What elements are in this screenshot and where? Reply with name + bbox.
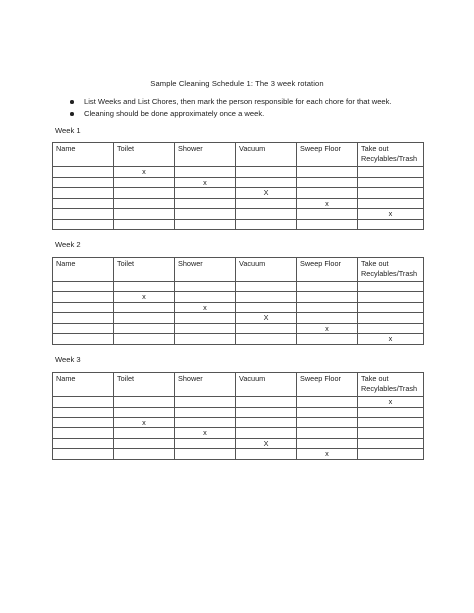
schedule-table bbox=[52, 372, 424, 460]
instruction-item bbox=[68, 108, 392, 120]
chore-cell[interactable] bbox=[175, 198, 236, 209]
chore-cell[interactable] bbox=[175, 334, 236, 345]
chore-cell[interactable] bbox=[358, 417, 424, 428]
chore-cell[interactable]: x bbox=[175, 428, 236, 439]
chore-cell[interactable] bbox=[358, 282, 424, 292]
instruction-text: Cleaning should be done approximately once a week. bbox=[84, 109, 265, 118]
column-header: Shower bbox=[175, 143, 236, 167]
chore-cell[interactable] bbox=[236, 397, 297, 408]
name-cell[interactable] bbox=[53, 449, 114, 460]
chore-cell[interactable] bbox=[236, 302, 297, 313]
chore-cell[interactable] bbox=[358, 449, 424, 460]
instruction-item bbox=[68, 96, 392, 108]
name-cell[interactable] bbox=[53, 177, 114, 188]
column-header: Toilet bbox=[114, 258, 175, 282]
chore-cell[interactable] bbox=[358, 188, 424, 199]
table-row bbox=[53, 282, 424, 292]
chore-cell[interactable] bbox=[114, 449, 175, 460]
chore-cell[interactable] bbox=[114, 177, 175, 188]
bullet-icon bbox=[70, 100, 74, 104]
chore-cell[interactable] bbox=[236, 292, 297, 303]
chore-cell[interactable] bbox=[236, 417, 297, 428]
week-label: Week 3 bbox=[55, 355, 81, 364]
table-row bbox=[53, 209, 424, 220]
schedule-table bbox=[52, 142, 424, 230]
chore-cell[interactable]: x bbox=[297, 323, 358, 334]
chore-cell[interactable] bbox=[297, 407, 358, 417]
chore-cell[interactable] bbox=[114, 323, 175, 334]
column-header: Take out Recylables/Trash bbox=[358, 258, 424, 282]
chore-cell[interactable] bbox=[236, 407, 297, 417]
chore-cell[interactable] bbox=[297, 209, 358, 220]
table-row bbox=[53, 417, 424, 428]
instruction-text: List Weeks and List Chores, then mark the person responsible for each chore for that week. bbox=[84, 97, 392, 106]
chore-cell[interactable] bbox=[297, 302, 358, 313]
table-row bbox=[53, 198, 424, 209]
chore-cell[interactable] bbox=[114, 407, 175, 417]
chore-cell[interactable] bbox=[114, 188, 175, 199]
schedule-table bbox=[52, 257, 424, 345]
name-cell[interactable] bbox=[53, 198, 114, 209]
chore-cell[interactable] bbox=[297, 397, 358, 408]
chore-cell[interactable] bbox=[175, 313, 236, 324]
bullet-icon bbox=[70, 112, 74, 116]
chore-cell[interactable]: x bbox=[175, 177, 236, 188]
chore-cell[interactable] bbox=[358, 292, 424, 303]
chore-cell[interactable]: x bbox=[297, 198, 358, 209]
chore-cell[interactable] bbox=[114, 334, 175, 345]
name-cell[interactable] bbox=[53, 428, 114, 439]
chore-cell[interactable] bbox=[358, 302, 424, 313]
chore-cell[interactable] bbox=[175, 417, 236, 428]
chore-cell[interactable] bbox=[358, 177, 424, 188]
week-label: Week 1 bbox=[55, 126, 81, 135]
chore-cell[interactable]: x bbox=[358, 209, 424, 220]
name-cell[interactable] bbox=[53, 397, 114, 408]
chore-cell[interactable] bbox=[358, 219, 424, 229]
name-cell[interactable] bbox=[53, 417, 114, 428]
chore-cell[interactable] bbox=[236, 334, 297, 345]
chore-cell[interactable] bbox=[236, 219, 297, 229]
chore-cell[interactable] bbox=[114, 282, 175, 292]
name-cell[interactable] bbox=[53, 209, 114, 220]
column-header: Name bbox=[53, 373, 114, 397]
name-cell[interactable] bbox=[53, 292, 114, 303]
chore-cell[interactable] bbox=[297, 438, 358, 449]
name-cell[interactable] bbox=[53, 313, 114, 324]
chore-cell[interactable]: x bbox=[297, 449, 358, 460]
table-row bbox=[53, 438, 424, 449]
chore-cell[interactable]: X bbox=[236, 438, 297, 449]
name-cell[interactable] bbox=[53, 167, 114, 178]
chore-cell[interactable] bbox=[114, 198, 175, 209]
column-header: Toilet bbox=[114, 373, 175, 397]
chore-cell[interactable] bbox=[175, 219, 236, 229]
name-cell[interactable] bbox=[53, 302, 114, 313]
chore-cell[interactable] bbox=[297, 417, 358, 428]
chore-cell[interactable] bbox=[236, 323, 297, 334]
column-header: Vacuum bbox=[236, 373, 297, 397]
table-row bbox=[53, 313, 424, 324]
column-header: Sweep Floor bbox=[297, 373, 358, 397]
table-header-row bbox=[53, 143, 424, 167]
table-row bbox=[53, 428, 424, 439]
chore-cell[interactable]: x bbox=[114, 167, 175, 178]
chore-cell[interactable] bbox=[236, 209, 297, 220]
chore-cell[interactable] bbox=[358, 313, 424, 324]
chore-cell[interactable]: x bbox=[114, 417, 175, 428]
page-title: Sample Cleaning Schedule 1: The 3 week rotation bbox=[150, 79, 324, 88]
table-row bbox=[53, 397, 424, 408]
table-row bbox=[53, 177, 424, 188]
chore-cell[interactable] bbox=[175, 292, 236, 303]
chore-cell[interactable] bbox=[114, 438, 175, 449]
chore-cell[interactable] bbox=[114, 428, 175, 439]
chore-cell[interactable] bbox=[236, 198, 297, 209]
column-header: Take out Recylables/Trash bbox=[358, 143, 424, 167]
column-header: Toilet bbox=[114, 143, 175, 167]
chore-cell[interactable]: X bbox=[236, 188, 297, 199]
week-label: Week 2 bbox=[55, 240, 81, 249]
table-row bbox=[53, 302, 424, 313]
column-header: Shower bbox=[175, 258, 236, 282]
chore-cell[interactable] bbox=[297, 188, 358, 199]
chore-cell[interactable] bbox=[175, 449, 236, 460]
instructions-list bbox=[68, 96, 392, 120]
name-cell[interactable] bbox=[53, 219, 114, 229]
table-row bbox=[53, 407, 424, 417]
name-cell[interactable] bbox=[53, 438, 114, 449]
chore-cell[interactable] bbox=[297, 292, 358, 303]
column-header: Shower bbox=[175, 373, 236, 397]
column-header: Sweep Floor bbox=[297, 143, 358, 167]
chore-cell[interactable] bbox=[358, 323, 424, 334]
chore-cell[interactable] bbox=[175, 167, 236, 178]
table-header-row bbox=[53, 258, 424, 282]
chore-cell[interactable] bbox=[175, 188, 236, 199]
chore-cell[interactable] bbox=[114, 302, 175, 313]
column-header: Name bbox=[53, 143, 114, 167]
table-row bbox=[53, 292, 424, 303]
chore-cell[interactable] bbox=[358, 167, 424, 178]
chore-cell[interactable] bbox=[297, 167, 358, 178]
chore-cell[interactable] bbox=[175, 397, 236, 408]
column-header: Name bbox=[53, 258, 114, 282]
chore-cell[interactable] bbox=[358, 407, 424, 417]
chore-cell[interactable] bbox=[236, 167, 297, 178]
table-row bbox=[53, 449, 424, 460]
column-header: Sweep Floor bbox=[297, 258, 358, 282]
table-row bbox=[53, 188, 424, 199]
column-header: Take out Recylables/Trash bbox=[358, 373, 424, 397]
chore-cell[interactable] bbox=[358, 428, 424, 439]
chore-cell[interactable]: x bbox=[358, 397, 424, 408]
name-cell[interactable] bbox=[53, 323, 114, 334]
chore-cell[interactable] bbox=[114, 219, 175, 229]
chore-cell[interactable]: x bbox=[175, 302, 236, 313]
table-header-row bbox=[53, 373, 424, 397]
name-cell[interactable] bbox=[53, 334, 114, 345]
table-row bbox=[53, 167, 424, 178]
chore-cell[interactable] bbox=[114, 397, 175, 408]
name-cell[interactable] bbox=[53, 188, 114, 199]
chore-cell[interactable] bbox=[297, 313, 358, 324]
chore-cell[interactable]: x bbox=[114, 292, 175, 303]
chore-cell[interactable] bbox=[297, 177, 358, 188]
chore-cell[interactable] bbox=[175, 323, 236, 334]
chore-cell[interactable] bbox=[297, 282, 358, 292]
column-header: Vacuum bbox=[236, 143, 297, 167]
chore-cell[interactable] bbox=[297, 219, 358, 229]
chore-cell[interactable] bbox=[297, 334, 358, 345]
chore-cell[interactable] bbox=[175, 438, 236, 449]
chore-cell[interactable] bbox=[297, 428, 358, 439]
chore-cell[interactable]: X bbox=[236, 313, 297, 324]
name-cell[interactable] bbox=[53, 282, 114, 292]
chore-cell[interactable] bbox=[175, 209, 236, 220]
chore-cell[interactable] bbox=[358, 438, 424, 449]
chore-cell[interactable]: x bbox=[358, 334, 424, 345]
chore-cell[interactable] bbox=[114, 313, 175, 324]
chore-cell[interactable] bbox=[236, 428, 297, 439]
table-row bbox=[53, 323, 424, 334]
chore-cell[interactable] bbox=[114, 209, 175, 220]
name-cell[interactable] bbox=[53, 407, 114, 417]
chore-cell[interactable] bbox=[175, 407, 236, 417]
chore-cell[interactable] bbox=[236, 177, 297, 188]
chore-cell[interactable] bbox=[358, 198, 424, 209]
chore-cell[interactable] bbox=[175, 282, 236, 292]
table-row bbox=[53, 334, 424, 345]
chore-cell[interactable] bbox=[236, 282, 297, 292]
chore-cell[interactable] bbox=[236, 449, 297, 460]
column-header: Vacuum bbox=[236, 258, 297, 282]
table-row bbox=[53, 219, 424, 229]
